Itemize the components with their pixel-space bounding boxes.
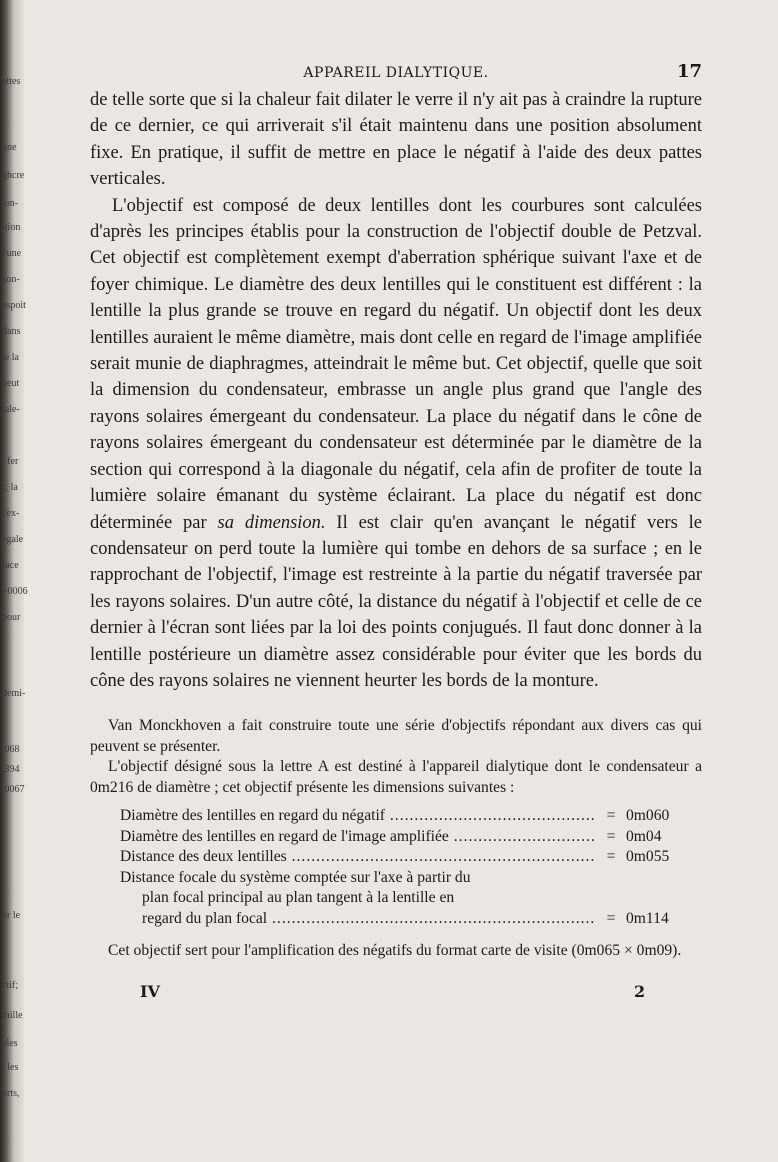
offset-text: ctif; [2,980,19,991]
offset-text: ur le [2,910,21,921]
offset-text: ales [2,1038,18,1049]
offset-text: une [2,142,17,153]
notes-section [90,716,702,962]
facing-page-offset [0,0,28,1162]
offset-text: face [2,560,19,571]
dimension-label: regard du plan focal ..... [142,909,596,930]
page-footer [90,976,702,1006]
main-text [90,87,702,694]
signature-mark-right: 2 [634,981,646,1001]
dimension-label: Diamètre des lentilles en regard de l'image amplifiée ..... [120,827,596,848]
offset-text: demi- [2,688,26,699]
dimension-value: 0m060 [626,807,670,825]
offset-text: mille [2,1010,23,1021]
paragraph-1: de telle sorte que si la chaleur fait dilater le verre il n'y ait pas à craindre la rupture de ce dernier, ce qui arriverait s'il était maintenu dans une position absolument fixe. En pratique, il suffit de mettre en place le négatif à l'aide des deux pattes verticales. [90,90,702,190]
dimension-value: 0m04 [626,827,662,845]
emphasis-text: sa dimension. [217,512,326,533]
offset-text: ; fer [2,456,19,467]
offset-text: ition [2,222,21,233]
offset-text: ; les [2,1062,19,1073]
paragraph-2-text-a: L'objectif est composé de deux lentilles dont les courbures sont calculées d'après les principes établis pour la construction de l'objectif double de Petzval. Cet objectif est complètement exempt d'aberration sphérique suivant l'axe et de foyer chimique. Le diamètre des deux lentilles qui le constituent est différent : la lentille la plus grande se trouve en regard du négatif. Un objectif dont les deux lentilles auraient le même diamètre, mais dont celle en regard de l'image amplifiée serait munie de diaphragmes, atteindrait le même but. Cet objectif, quelle que soit la dimension du condensateur, embrasse un angle plus grand que l'angle des rayons solaires émergeant du condensateur. La place du négatif dans le cône de rayons solaires émergeant du condensateur est déterminée par le diamètre de la section qui correspond à la diagonale du négatif, cela afin de profiter de toute la lumière solaire émanant du système éclairant. La place du négatif est donc déterminée par [90,195,702,533]
offset-text: =0006 [2,586,28,597]
note-paragraph-1: Van Monckhoven a fait construire toute une série d'objectifs répondant aux divers cas qui peuvent se présenter. [90,717,702,755]
page-number: 17 [676,61,702,82]
dimension-label: Distance des deux lentilles ..... [120,847,596,868]
note-paragraph-3: Cet objectif sert pour l'amplification des négatifs du format carte de visite (0m065 × 0m09). [108,942,682,960]
dimension-row [120,806,702,827]
offset-text: ,0067 [2,784,25,795]
page-header [90,55,702,87]
offset-text: l'une [2,248,22,259]
offset-text: ,394 [2,764,20,775]
offset-text: ghcre [2,170,25,181]
offset-text: pour [2,612,21,623]
dimension-label: plan focal principal au plan tangent à la lentille en [142,889,455,907]
dimension-row [120,847,702,868]
offset-text: l'ex- [2,508,20,519]
dimension-row [120,827,702,848]
paragraph-2-text-b: Il est clair qu'en avançant le négatif vers le condensateur on perd toute la lumière qui tombe en dehors de sa surface ; en le rapprochant de l'objectif, l'image est restreinte à la partie du négatif traversée par les rayons solaires. D'un autre côté, la distance du négatif à l'objectif et celle de ce dernier à l'écran sont liées par la loi des points conjugués. Il faut donc donner à la lentille postérieure un diamètre assez considérable pour éviter que les bords du cône des rayons solaires ne viennent heurter les bords de la monture. [90,512,703,691]
note-paragraph-2: L'objectif désigné sous la lettre A est destiné à l'appareil dialytique dont le condensateur a 0m216 de diamètre ; cet objectif présente les dimensions suivantes : [90,758,702,796]
signature-mark-left: IV [140,981,160,1001]
offset-text: orts, [2,1088,20,1099]
offset-text: peut [2,378,20,389]
offset-text: espoit [2,300,26,311]
dimension-value: 0m055 [626,848,670,866]
running-head: APPAREIL DIALYTIQUE. [303,65,489,81]
offset-text: zon- [2,274,20,285]
offset-text: ettes [2,76,21,87]
paragraph-2 [90,193,702,695]
offset-text: r; la [2,482,18,493]
dimension-value: 0m114 [626,909,669,927]
offset-text: dans [2,326,21,337]
book-page [90,55,702,1006]
dimension-row [120,888,702,909]
dimension-row [120,868,702,889]
dimension-label: Distance focale du système comptée sur l'axe à partir du [120,868,471,886]
dimension-row [120,909,702,930]
dimensions-table [120,806,702,929]
dimension-label: Diamètre des lentilles en regard du négatif ..... [120,806,596,827]
offset-text: egale [2,534,24,545]
offset-text: tale- [2,404,20,415]
offset-text: ,068 [2,744,20,755]
equals-sign: = [606,807,616,825]
equals-sign: = [606,827,616,845]
offset-text: le la [2,352,19,363]
offset-text: lon- [2,198,19,209]
equals-sign: = [606,909,616,927]
equals-sign: = [606,848,616,866]
